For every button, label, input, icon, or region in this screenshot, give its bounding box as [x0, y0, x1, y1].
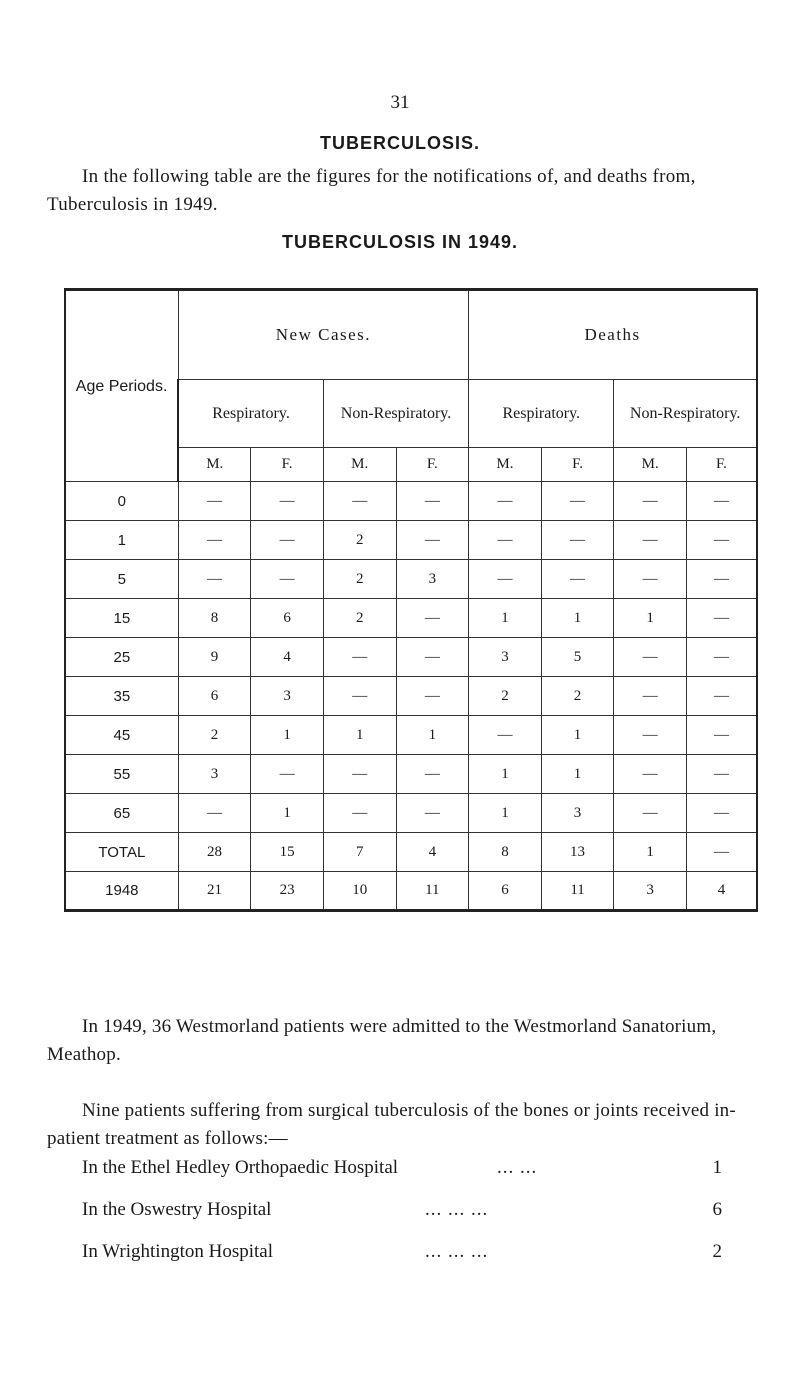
value-cell: 3	[614, 872, 687, 911]
value-cell: —	[396, 638, 469, 677]
value-cell: —	[323, 638, 396, 677]
hospital-line	[82, 1199, 722, 1227]
value-cell: 1	[323, 716, 396, 755]
value-cell: —	[251, 755, 324, 794]
value-cell: 7	[323, 833, 396, 872]
value-cell: 4	[251, 638, 324, 677]
hospital-count: 1	[712, 1157, 722, 1178]
value-cell: 1	[251, 794, 324, 833]
hospital-line	[82, 1157, 722, 1185]
value-cell: —	[178, 482, 251, 521]
value-cell: 3	[396, 560, 469, 599]
intro-paragraph	[47, 163, 757, 219]
age-periods-header	[65, 290, 178, 482]
value-cell: —	[469, 482, 542, 521]
value-cell: —	[323, 482, 396, 521]
value-cell: —	[686, 482, 757, 521]
surgical-paragraph	[47, 1097, 757, 1153]
value-cell: —	[323, 794, 396, 833]
table-row	[65, 521, 757, 560]
value-cell: 9	[178, 638, 251, 677]
value-cell: —	[614, 716, 687, 755]
value-cell: —	[178, 521, 251, 560]
table-row	[65, 794, 757, 833]
value-cell: 3	[469, 638, 542, 677]
hospital-count: 2	[712, 1241, 722, 1262]
value-cell: —	[396, 677, 469, 716]
table-row	[65, 482, 757, 521]
value-cell: 1	[469, 755, 542, 794]
value-cell: —	[323, 677, 396, 716]
page-title: TUBERCULOSIS.	[319, 133, 480, 153]
value-cell: —	[469, 560, 542, 599]
value-cell: —	[469, 521, 542, 560]
value-cell: —	[396, 521, 469, 560]
hospital-name: In the Ethel Hedley Orthopaedic Hospital	[82, 1157, 399, 1178]
value-cell: 5	[541, 638, 614, 677]
leader-dots: ... ... ...	[425, 1199, 489, 1220]
value-cell: —	[396, 482, 469, 521]
age-periods-label: Age Periods.	[75, 377, 168, 395]
value-cell: —	[251, 560, 324, 599]
value-cell: 2	[178, 716, 251, 755]
table-title: TUBERCULOSIS IN 1949.	[281, 232, 519, 252]
value-cell: 15	[251, 833, 324, 872]
value-cell: 3	[251, 677, 324, 716]
value-cell: 21	[178, 872, 251, 911]
value-cell: 23	[251, 872, 324, 911]
value-cell: 8	[178, 599, 251, 638]
value-cell: —	[178, 794, 251, 833]
value-cell: 2	[323, 560, 396, 599]
value-cell: 4	[396, 833, 469, 872]
value-cell: 11	[396, 872, 469, 911]
age-period-cell: 25	[65, 638, 178, 677]
value-cell: —	[686, 716, 757, 755]
sex-header: M.	[323, 448, 396, 482]
value-cell: 10	[323, 872, 396, 911]
page-number: 31	[390, 92, 410, 113]
surgical-text: Nine patients suffering from surgical tuberculosis of the bones or joints received in-patient treatment as follows:—	[47, 1100, 736, 1149]
hospital-count: 6	[712, 1199, 722, 1220]
value-cell: —	[686, 755, 757, 794]
hospital-line	[82, 1241, 722, 1269]
value-cell: —	[686, 521, 757, 560]
value-cell: 2	[323, 599, 396, 638]
value-cell: 2	[323, 521, 396, 560]
table-row	[65, 677, 757, 716]
tuberculosis-table	[64, 288, 758, 912]
value-cell: —	[323, 755, 396, 794]
deaths-header: Deaths	[469, 290, 757, 380]
sex-header: M.	[614, 448, 687, 482]
sex-header: M.	[178, 448, 251, 482]
leader-dots: ... ... ...	[425, 1241, 489, 1262]
value-cell: 1	[396, 716, 469, 755]
value-cell: —	[251, 482, 324, 521]
value-cell: 11	[541, 872, 614, 911]
intro-text: In the following table are the figures for the notifications of, and deaths from, Tuberculosis in 1949.	[47, 166, 696, 215]
sex-header: F.	[541, 448, 614, 482]
value-cell: —	[396, 794, 469, 833]
value-cell: 1	[614, 599, 687, 638]
age-period-cell: 15	[65, 599, 178, 638]
value-cell: 6	[178, 677, 251, 716]
age-period-cell: 0	[65, 482, 178, 521]
age-period-cell: 1	[65, 521, 178, 560]
table-row	[65, 716, 757, 755]
table-body	[65, 482, 757, 911]
value-cell: —	[614, 521, 687, 560]
value-cell: 1	[541, 716, 614, 755]
value-cell: —	[614, 638, 687, 677]
value-cell: —	[541, 482, 614, 521]
value-cell: —	[614, 755, 687, 794]
hospital-name: In the Oswestry Hospital	[82, 1199, 272, 1220]
age-period-cell: 45	[65, 716, 178, 755]
value-cell: —	[251, 521, 324, 560]
value-cell: 8	[469, 833, 542, 872]
value-cell: —	[541, 521, 614, 560]
previous-year-row	[65, 872, 757, 911]
value-cell: —	[614, 560, 687, 599]
total-row	[65, 833, 757, 872]
deaths-respiratory-header: Respiratory.	[469, 380, 614, 448]
value-cell: 6	[251, 599, 324, 638]
value-cell: —	[686, 677, 757, 716]
value-cell: 1	[251, 716, 324, 755]
hospital-name: In Wrightington Hospital	[82, 1241, 273, 1262]
value-cell: —	[686, 638, 757, 677]
age-period-cell: 55	[65, 755, 178, 794]
sanatorium-paragraph	[47, 1013, 757, 1069]
value-cell: —	[469, 716, 542, 755]
value-cell: 13	[541, 833, 614, 872]
value-cell: 1	[541, 755, 614, 794]
leader-dots: ... ...	[497, 1157, 538, 1178]
sex-header: F.	[396, 448, 469, 482]
sex-header: F.	[251, 448, 324, 482]
value-cell: 6	[469, 872, 542, 911]
value-cell: 3	[541, 794, 614, 833]
value-cell: —	[686, 560, 757, 599]
value-cell: 28	[178, 833, 251, 872]
age-period-cell: 5	[65, 560, 178, 599]
table-row	[65, 755, 757, 794]
new-non-respiratory-header: Non-Respiratory.	[323, 380, 468, 448]
table-row	[65, 638, 757, 677]
value-cell: 4	[686, 872, 757, 911]
new-respiratory-header: Respiratory.	[178, 380, 323, 448]
value-cell: —	[614, 794, 687, 833]
value-cell: —	[396, 755, 469, 794]
sex-header: F.	[686, 448, 757, 482]
value-cell: —	[686, 599, 757, 638]
age-period-cell: 35	[65, 677, 178, 716]
value-cell: 2	[469, 677, 542, 716]
value-cell: —	[686, 794, 757, 833]
value-cell: 1	[469, 599, 542, 638]
value-cell: 1	[541, 599, 614, 638]
new-cases-header: New Cases.	[178, 290, 468, 380]
value-cell: 1	[469, 794, 542, 833]
value-cell: —	[614, 482, 687, 521]
age-period-cell: 65	[65, 794, 178, 833]
value-cell: —	[686, 833, 757, 872]
sanatorium-text: In 1949, 36 Westmorland patients were admitted to the Westmorland Sanatorium, Meathop.	[47, 1016, 717, 1065]
table-row	[65, 560, 757, 599]
value-cell: —	[396, 599, 469, 638]
value-cell: —	[614, 677, 687, 716]
age-period-cell: 1948	[65, 872, 178, 911]
age-period-cell: TOTAL	[65, 833, 178, 872]
value-cell: —	[178, 560, 251, 599]
sex-header: M.	[469, 448, 542, 482]
table-row	[65, 599, 757, 638]
value-cell: —	[541, 560, 614, 599]
deaths-non-respiratory-header: Non-Respiratory.	[614, 380, 757, 448]
value-cell: 1	[614, 833, 687, 872]
value-cell: 2	[541, 677, 614, 716]
value-cell: 3	[178, 755, 251, 794]
